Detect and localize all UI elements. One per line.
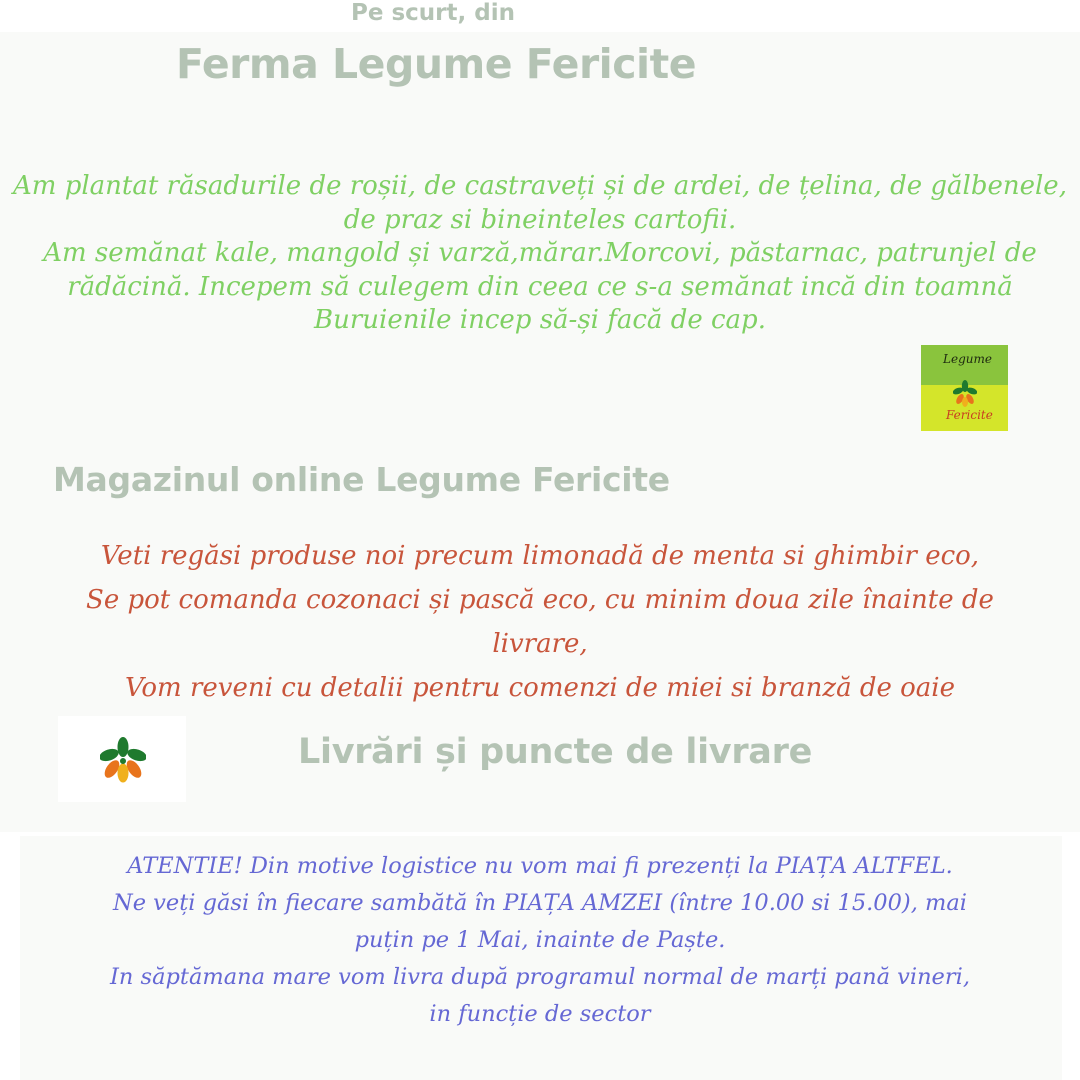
top-panel — [0, 32, 1080, 832]
delivery-text — [110, 848, 970, 1033]
delivery-heading: Livrări și puncte de livrare — [298, 732, 813, 772]
flower-icon — [100, 736, 146, 784]
header-pre-title: Pe scurt, din — [351, 0, 515, 26]
shop-heading: Magazinul online Legume Fericite — [53, 460, 670, 499]
logo-word-legume: Legume — [943, 352, 992, 366]
flower-emblem-box — [58, 716, 186, 802]
legume-fericite-logo — [921, 345, 1008, 431]
logo-word-fericite: Fericite — [946, 408, 993, 422]
delivery-line: In săptămana mare vom livra după programul normal de marți pană vineri, in funcție de sector — [110, 964, 970, 1027]
shop-line: Vom reveni cu detalii pentru comenzi de miei si branză de oaie — [125, 673, 955, 703]
delivery-line: ATENTIE! Din motive logistice nu vom mai fi prezenți la PIAȚA ALTFEL. Ne veți găsi în fiecare sambătă în PIAȚA AMZEI (între 10.00 si 15.00), mai puțin pe 1 Mai, inainte de Paște. — [113, 853, 967, 953]
page-title: Ferma Legume Fericite — [176, 40, 696, 88]
farm-update-line: Am plantat răsadurile de roșii, de castraveți și de ardei, de țelina, de gălbenele, de praz si bineinteles cartofii. — [13, 171, 1067, 235]
shop-text — [40, 534, 1040, 710]
shop-line: Se pot comanda cozonaci și pască eco, cu minim doua zile înainte de livrare, — [86, 585, 994, 659]
farm-update-line: Am semănat kale, mangold și varză,mărar.Morcovi, păstarnac, patrunjel de rădăcină. Incepem să culegem din ceea ce s-a semănat incă din toamnă — [43, 238, 1037, 302]
shop-line: Veti regăsi produse noi precum limonadă de menta si ghimbir eco, — [100, 541, 980, 571]
flower-icon — [953, 378, 977, 408]
farm-update-line: Buruienile incep să-și facă de cap. — [314, 305, 766, 335]
farm-update-text — [10, 170, 1070, 338]
